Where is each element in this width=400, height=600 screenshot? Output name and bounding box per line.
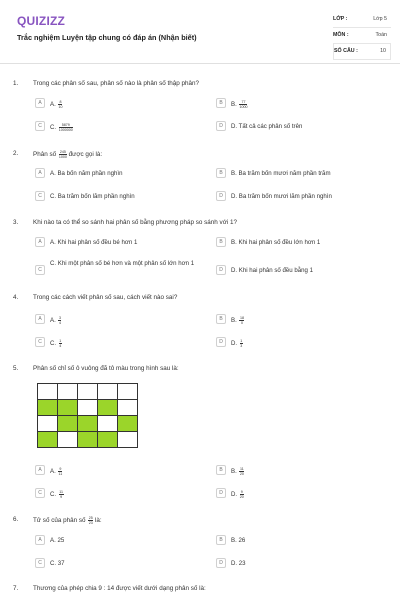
- option-letter-box: B: [216, 465, 226, 475]
- question-number: 5.: [13, 365, 19, 372]
- q5-option-a[interactable]: [35, 464, 215, 478]
- fraction: $\frac{245}{1000}$: [58, 150, 67, 159]
- meta-value: Lớp 5: [373, 16, 387, 22]
- question-number: 3.: [13, 219, 19, 226]
- option-letter-box: A: [35, 535, 45, 545]
- grid-row: [38, 384, 138, 400]
- q3-option-d[interactable]: [216, 264, 391, 278]
- meta-row-count: [333, 44, 391, 60]
- option-text: D. $\frac{9}{20}$: [231, 490, 244, 499]
- shaded-squares-grid: [37, 383, 138, 448]
- q3-option-c[interactable]: [35, 260, 215, 280]
- question-number: 1.: [13, 80, 19, 87]
- grid-cell-shaded: [38, 400, 58, 416]
- grid-cell-empty: [38, 384, 58, 400]
- q4-option-d[interactable]: [216, 336, 391, 350]
- option-text: A. $\frac{8}{10}$: [50, 100, 63, 109]
- option-text: D. $\frac{1}{3}$: [231, 339, 243, 348]
- grid-row: [38, 416, 138, 432]
- meta-label: MÔN :: [333, 32, 349, 38]
- question-number: 4.: [13, 294, 19, 301]
- worksheet-header: [0, 0, 400, 64]
- option-text: C. $\frac{11}{9}$: [50, 490, 64, 499]
- option-text: A. $\frac{3}{4}$: [50, 316, 61, 325]
- option-text: C. $\frac{5879}{1000000}$: [50, 123, 73, 132]
- question-number: 2.: [13, 150, 19, 157]
- grid-cell-empty: [38, 416, 58, 432]
- q1-option-d[interactable]: [216, 120, 391, 134]
- option-letter-box: A: [35, 314, 45, 324]
- fraction: $\frac{8}{10}$: [58, 100, 63, 109]
- option-text: D. Khi hai phân số đều bằng 1: [231, 267, 313, 274]
- meta-value: Toán: [375, 32, 387, 38]
- option-letter-box: D: [216, 558, 226, 568]
- meta-label: LỚP :: [333, 16, 348, 22]
- q2-option-d[interactable]: [216, 190, 391, 204]
- grid-cell-shaded: [38, 432, 58, 448]
- grid-cell-empty: [118, 432, 138, 448]
- fraction: $\frac{9}{20}$: [239, 490, 244, 499]
- fraction: $\frac{11}{20}$: [239, 467, 244, 476]
- option-letter-box: B: [216, 98, 226, 108]
- fraction: $\frac{77}{1000}$: [239, 100, 248, 109]
- grid-cell-empty: [78, 384, 98, 400]
- option-letter-box: B: [216, 314, 226, 324]
- option-text: A. Ba bốn năm phần nghìn: [50, 170, 123, 177]
- grid-cell-empty: [58, 384, 78, 400]
- q6-option-c[interactable]: [35, 557, 215, 571]
- q6-option-b[interactable]: [216, 534, 391, 548]
- fraction: $\frac{9}{11}$: [58, 467, 63, 476]
- grid-cell-empty: [118, 384, 138, 400]
- fraction: $\frac{1}{3}$: [240, 339, 243, 348]
- option-letter-box: C: [35, 337, 45, 347]
- q5-option-c[interactable]: [35, 487, 215, 501]
- q5-option-d[interactable]: [216, 487, 391, 501]
- q1-option-b[interactable]: [216, 97, 391, 111]
- q6-option-d[interactable]: [216, 557, 391, 571]
- question-text: Trong các cách viết phân số sau, cách viết nào sai?: [33, 294, 178, 301]
- option-text: C. Khi một phân số bé hơn và một phân số lớn hơn 1: [50, 260, 195, 267]
- fraction: $\frac{1}{4}$: [59, 339, 62, 348]
- meta-row-subject: [333, 28, 391, 44]
- question-text: Tử số của phân số $\frac{25}{23}$ là:: [33, 516, 102, 525]
- grid-cell-empty: [98, 416, 118, 432]
- q6-option-a[interactable]: [35, 534, 215, 548]
- grid-cell-shaded: [118, 416, 138, 432]
- option-text: C. $\frac{1}{4}$: [50, 339, 62, 348]
- option-letter-box: C: [35, 265, 45, 275]
- meta-value: 10: [380, 48, 386, 54]
- option-letter-box: B: [216, 237, 226, 247]
- option-letter-box: C: [35, 488, 45, 498]
- grid-cell-shaded: [98, 432, 118, 448]
- grid-row: [38, 432, 138, 448]
- q5-option-b[interactable]: [216, 464, 391, 478]
- option-text: B. $\frac{18}{0}$: [231, 316, 244, 325]
- option-text: D. 23: [231, 560, 246, 567]
- question-text: Phân số chỉ số ô vuông đã tô màu trong hình sau là:: [33, 365, 179, 372]
- option-text: B. 26: [231, 537, 246, 544]
- q4-option-b[interactable]: [216, 313, 391, 327]
- option-letter-box: A: [35, 465, 45, 475]
- question-number: 7.: [13, 585, 19, 592]
- grid-cell-shaded: [78, 416, 98, 432]
- fraction: $\frac{25}{23}$: [88, 516, 93, 525]
- option-text: A. $\frac{9}{11}$: [50, 467, 63, 476]
- option-letter-box: C: [35, 558, 45, 568]
- q4-option-c[interactable]: [35, 336, 215, 350]
- option-text: B. $\frac{77}{1000}$: [231, 100, 248, 109]
- option-text: B. Ba trăm bốn mươi năm phần trăm: [231, 170, 331, 177]
- option-text: B. Khi hai phân số đều lớn hơn 1: [231, 239, 321, 246]
- q2-option-c[interactable]: [35, 190, 215, 204]
- option-letter-box: B: [216, 168, 226, 178]
- question-text: Thương của phép chia 9 : 14 được viết dưới dạng phân số là:: [33, 585, 206, 592]
- option-letter-box: D: [216, 191, 226, 201]
- question-number: 6.: [13, 516, 19, 523]
- grid-cell-empty: [78, 400, 98, 416]
- grid-cell-shaded: [98, 400, 118, 416]
- meta-label: SỐ CÂU :: [334, 48, 358, 54]
- option-letter-box: C: [35, 191, 45, 201]
- option-letter-box: D: [216, 337, 226, 347]
- fraction: $\frac{11}{9}$: [59, 490, 64, 499]
- grid-cell-empty: [98, 384, 118, 400]
- q4-option-a[interactable]: [35, 313, 215, 327]
- option-text: D. Ba trăm bốn mươi lăm phần nghìn: [231, 193, 332, 200]
- option-text: A. 25: [50, 537, 65, 544]
- option-letter-box: A: [35, 98, 45, 108]
- grid-cell-empty: [58, 432, 78, 448]
- option-text: D. Tất cả các phân số trên: [231, 123, 303, 130]
- grid-cell-shaded: [58, 416, 78, 432]
- option-letter-box: A: [35, 168, 45, 178]
- grid-cell-shaded: [78, 432, 98, 448]
- q3-option-a[interactable]: [35, 236, 215, 250]
- fraction: $\frac{18}{0}$: [239, 316, 244, 325]
- meta-row-class: [333, 12, 391, 28]
- question-text: Phân số $\frac{245}{1000}$ được gọi là:: [33, 150, 103, 159]
- grid-cell-shaded: [58, 400, 78, 416]
- option-letter-box: C: [35, 121, 45, 131]
- q3-option-b[interactable]: [216, 236, 391, 250]
- fraction: $\frac{3}{4}$: [58, 316, 61, 325]
- question-text: Trong các phân số sau, phân số nào là phân số thập phân?: [33, 80, 200, 87]
- option-letter-box: A: [35, 237, 45, 247]
- option-letter-box: D: [216, 488, 226, 498]
- option-text: B. $\frac{11}{20}$: [231, 467, 244, 476]
- option-text: A. Khi hai phân số đều bé hơn 1: [50, 239, 138, 246]
- grid-row: [38, 400, 138, 416]
- option-text: C. 37: [50, 560, 65, 567]
- question-text: Khi nào ta có thể so sánh hai phân số bằng phương pháp so sánh với 1?: [33, 219, 237, 226]
- option-text: C. Ba trăm bốn lăm phần nghìn: [50, 193, 135, 200]
- quizizz-logo: QUIZIZZ: [17, 14, 66, 28]
- option-letter-box: B: [216, 535, 226, 545]
- q2-option-a[interactable]: [35, 167, 215, 181]
- option-letter-box: D: [216, 265, 226, 275]
- page-title: Trắc nghiệm Luyện tập chung có đáp án (Nhận biết): [17, 33, 197, 42]
- fraction: $\frac{5879}{1000000}$: [58, 123, 73, 132]
- q2-option-b[interactable]: [216, 167, 391, 181]
- grid-cell-empty: [118, 400, 138, 416]
- q1-option-a[interactable]: [35, 97, 215, 111]
- option-letter-box: D: [216, 121, 226, 131]
- q1-option-c[interactable]: [35, 120, 215, 134]
